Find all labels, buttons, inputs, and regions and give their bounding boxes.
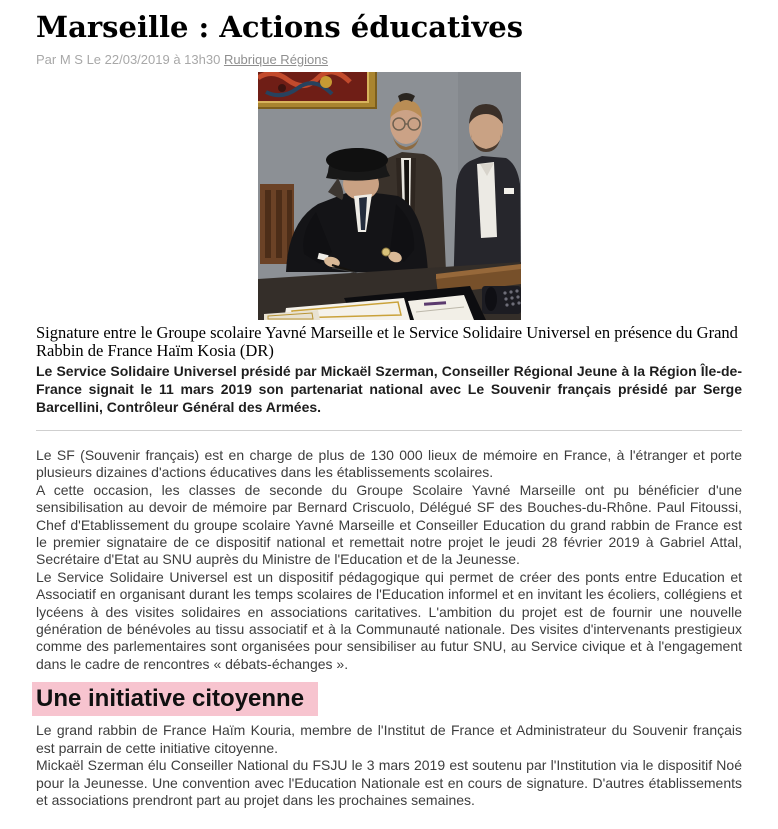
section-paragraph-2: Mickaël Szerman élu Conseiller National du FSJU le 3 mars 2019 est soutenu par l'Institution via le dispositif Noé pour la Jeunesse. Une convention avec l'Education Nationale est en cours de signature. D'autres établissements et associations prendront part au projet dans les prochaines semaines.	[36, 757, 742, 808]
section-paragraph-1: Le grand rabbin de France Haïm Kouria, membre de l'Institut de France et Administrateur du Souvenir français est parrain de cette initiative citoyenne.	[36, 722, 742, 756]
framed-painting	[258, 72, 376, 108]
photo-caption: Signature entre le Groupe scolaire Yavné Marseille et le Service Solidaire Universel en présence du Grand Rabbin de France Haïm Kosia (DR)	[36, 323, 738, 360]
byline	[36, 52, 742, 67]
article-body	[36, 447, 742, 673]
rubric-link[interactable]: Rubrique Régions	[223, 52, 329, 67]
telephone	[482, 286, 521, 314]
section-heading	[36, 686, 742, 712]
lead-paragraph: Le Service Solidaire Universel présidé par Mickaël Szerman, Conseiller Régional Jeune à la Région Île-de-France signait le 11 mars 2019 son partenariat national avec Le Souvenir français présidé par Serge Barcellini, Contrôleur Général des Armées.	[36, 363, 742, 415]
byline-text: Par M S Le 22/03/2019 à 13h30	[36, 52, 221, 67]
body-paragraph-1: Le SF (Souvenir français) est en charge de plus de 130 000 lieux de mémoire en France, à l'étranger et porte plusieurs dizaines d'actions éducatives dans les établissements scolaires.	[36, 447, 742, 481]
section-divider	[36, 430, 742, 431]
article-photo	[36, 72, 742, 320]
section-body	[36, 722, 742, 809]
section-heading-highlight: Une initiative citoyenne	[32, 682, 318, 716]
body-paragraph-2: A cette occasion, les classes de seconde du Groupe Scolaire Yavné Marseille ont pu bénéficier d'une sensibilisation au devoir de mémoire par Bernard Criscuolo, Délégué SF des Bouches-du-Rhône. Paul Fitoussi, Chef d'Etablissement du groupe scolaire Yavné Marseille et Conseiller Education du grand rabbin de France est le premier signataire de ce dispositif national et remettait notre projet le jeudi 28 février 2019 à Gabriel Attal, Secrétaire d'Etat au SNU auprès du Ministre de l'Education et de la Jeunesse.	[36, 481, 742, 568]
page-title: Marseille : Actions éducatives	[36, 10, 524, 44]
signing-ceremony-photo-illustration	[258, 72, 521, 320]
body-paragraph-3: Le Service Solidaire Universel est un dispositif pédagogique qui permet de créer des ponts entre Education et Associatif en organisant durant les temps scolaires de l'Education informel et en invitant les écoliers, collégiens et lycéens à des visites solidaires en associations caritatives. L'ambition du projet est de fournir une nouvelle génération de bénévoles au tissu associatif et à la Communauté nationale. Des visites d'intervenants prestigieux comme des parlementaires sont organisées pour sensibiliser au futur SNU, au Service civique et à l'engagement dans le cadre de rencontres « débats-échanges ».	[36, 568, 742, 672]
